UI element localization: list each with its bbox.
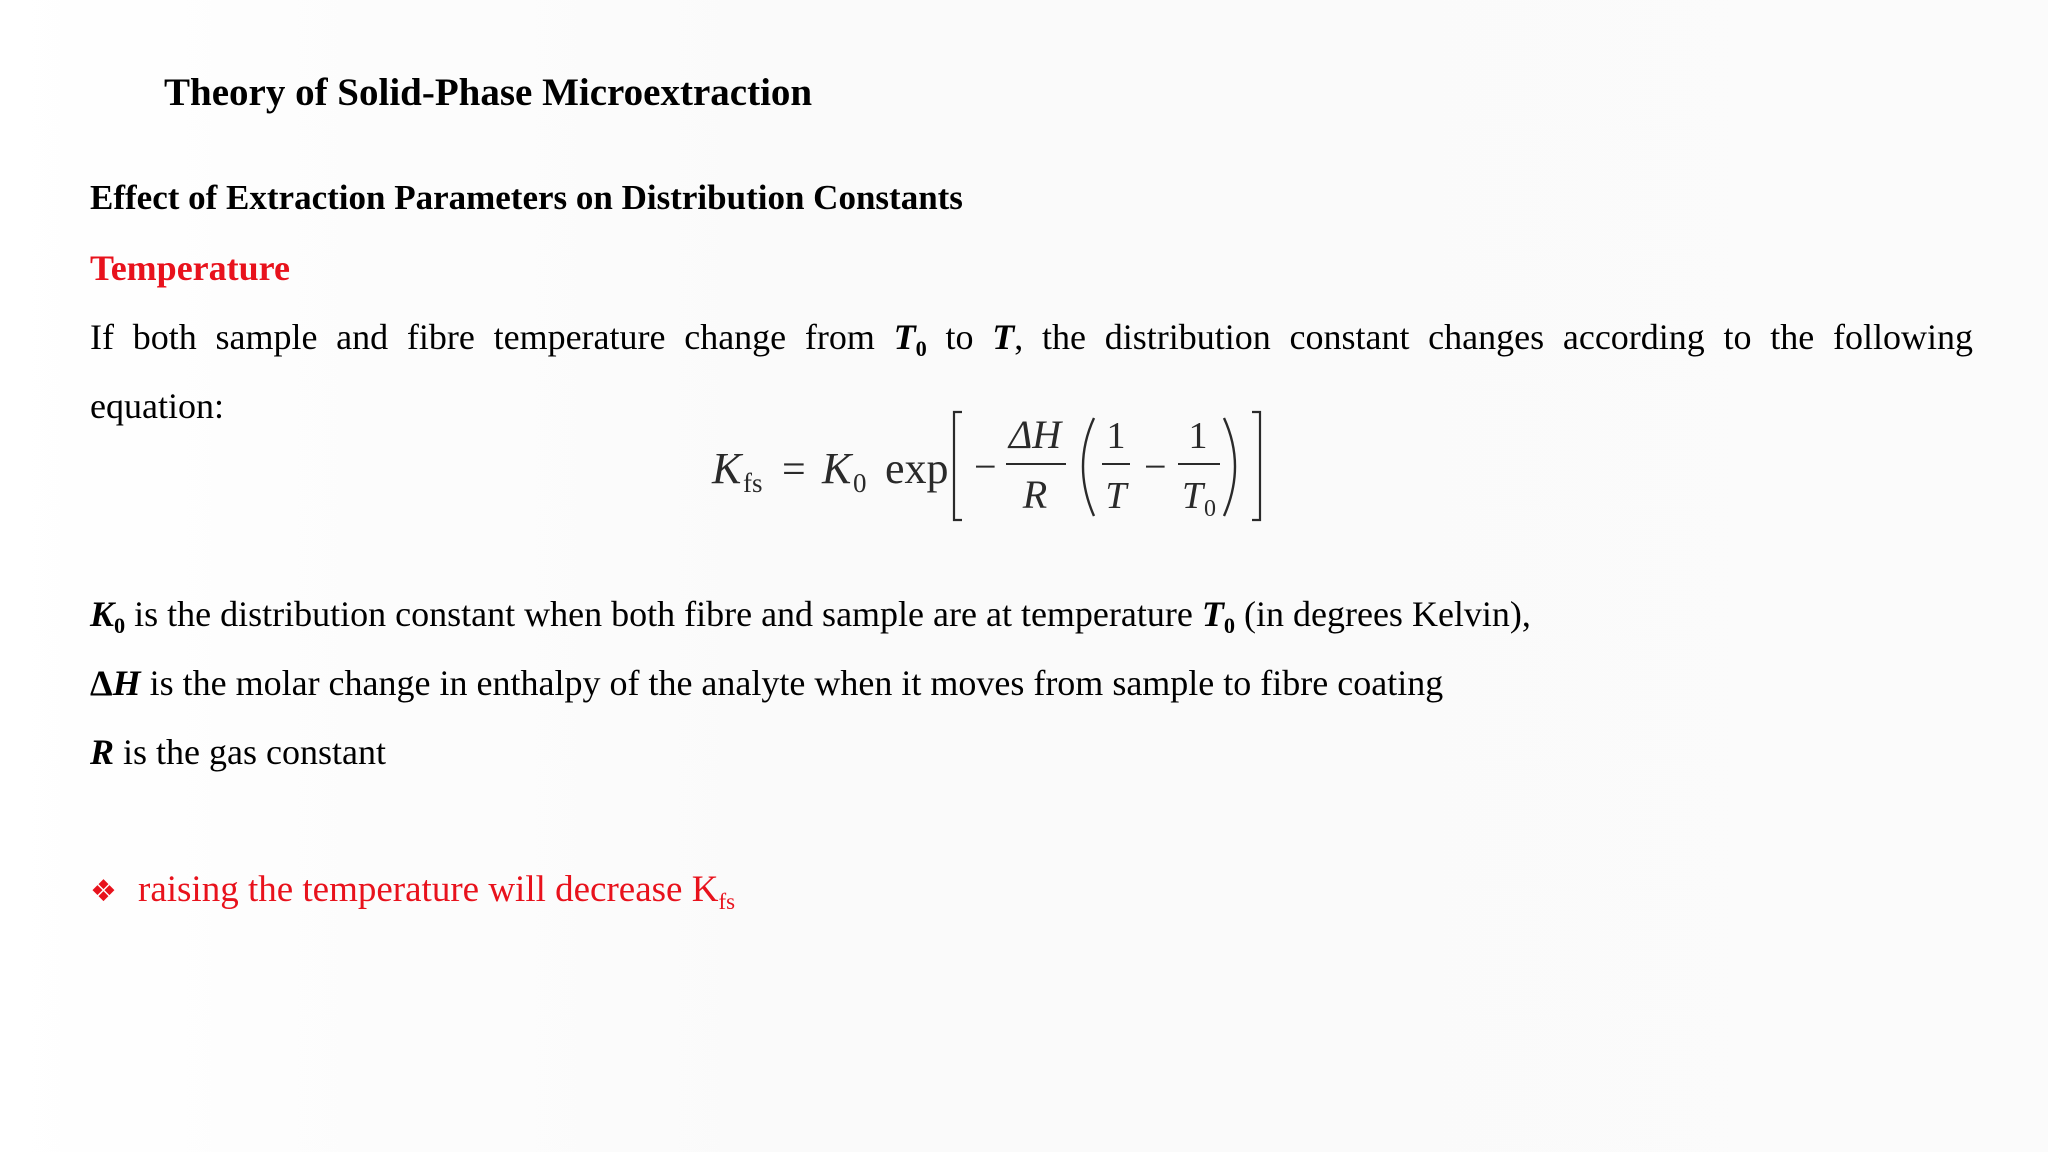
symbol-t: T <box>992 317 1015 357</box>
eq-equals: = <box>782 447 806 493</box>
eq-lhs-symbol: K <box>712 444 742 493</box>
eq-right-bracket <box>1252 412 1260 520</box>
eq-left-bracket <box>954 412 962 520</box>
symbol-t: T <box>1201 594 1224 634</box>
definition-delta-h <box>90 662 1443 704</box>
eq-frac1-denominator: R <box>1022 472 1048 517</box>
note-main-text: raising the temperature will decrease K <box>138 869 719 910</box>
symbol-t0 <box>893 317 927 362</box>
definition-delta-h-text: is the molar change in enthalpy of the analyte when it moves from sample to fibre coating <box>140 663 1444 703</box>
eq-lhs-subscript: fs <box>743 468 763 498</box>
eq-left-paren <box>1083 418 1094 516</box>
equation-graphic <box>700 400 1360 540</box>
intro-text-part3: , the distribution constant changes according to the following <box>1014 317 1973 357</box>
conclusion-note <box>90 868 736 915</box>
intro-text-part2: to <box>926 317 993 357</box>
eq-exp-function: exp <box>885 444 949 493</box>
topic-label: Temperature <box>90 248 290 288</box>
symbol-h: H <box>112 663 141 703</box>
diamond-bullet-icon: ❖ <box>90 874 117 909</box>
subscript-0: 0 <box>915 336 927 362</box>
definition-r <box>90 731 386 773</box>
temperature-equation <box>700 400 1360 540</box>
eq-frac1-numerator: ΔH <box>1008 412 1062 457</box>
note-subscript: fs <box>718 889 736 915</box>
intro-paragraph-line-2: equation: <box>90 386 224 426</box>
eq-frac3-numerator: 1 <box>1188 415 1208 457</box>
intro-paragraph-line-1 <box>90 316 1973 362</box>
definition-k0-text-end: (in degrees Kelvin), <box>1235 594 1531 634</box>
note-text <box>138 868 736 915</box>
eq-right-paren <box>1224 418 1235 516</box>
eq-frac3-denominator-subscript: 0 <box>1204 496 1216 522</box>
subscript-0: 0 <box>1223 613 1236 639</box>
eq-frac3-denominator-symbol: T <box>1182 475 1204 517</box>
definition-k0-text: is the distribution constant when both fibre and sample are at temperature <box>125 594 1202 634</box>
subscript-0: 0 <box>114 613 126 639</box>
section-heading: Effect of Extraction Parameters on Distribution Constants <box>90 178 963 217</box>
symbol-t: T <box>893 317 916 357</box>
symbol-t0 <box>1201 594 1236 639</box>
symbol-r: R <box>90 732 115 772</box>
slide-title: Theory of Solid-Phase Microextraction <box>164 71 813 114</box>
eq-minus-2: − <box>1144 444 1167 489</box>
definition-k0 <box>90 593 1531 639</box>
eq-frac2-numerator: 1 <box>1106 415 1126 457</box>
intro-text-part1: If both sample and fibre temperature change from <box>90 317 894 357</box>
definition-r-text: is the gas constant <box>114 732 386 772</box>
symbol-k: K <box>90 594 115 634</box>
eq-k0-subscript: 0 <box>853 468 867 498</box>
symbol-k0 <box>90 594 126 639</box>
eq-minus-1: − <box>974 444 997 489</box>
eq-k0-symbol: K <box>822 444 852 493</box>
eq-frac2-denominator: T <box>1105 475 1127 517</box>
symbol-delta: Δ <box>90 663 113 703</box>
